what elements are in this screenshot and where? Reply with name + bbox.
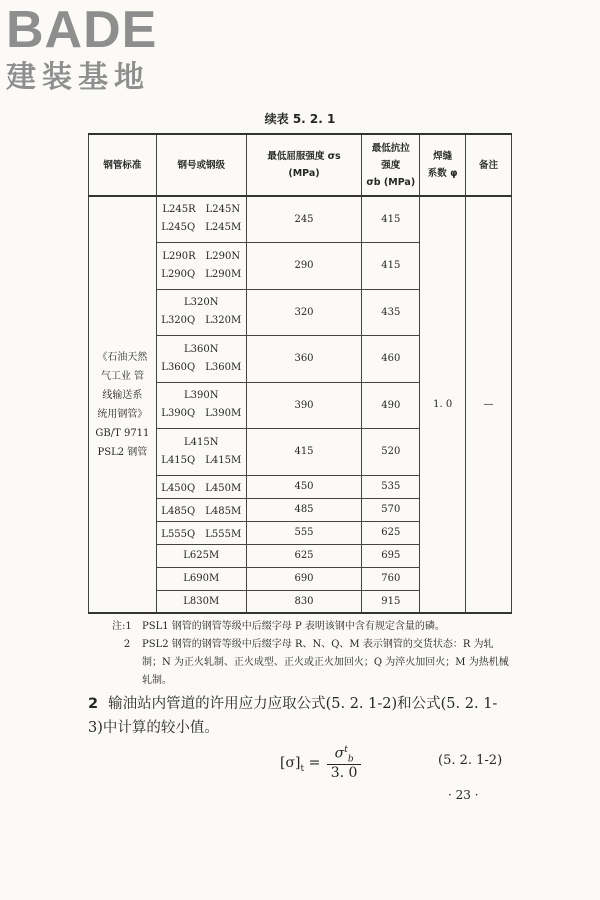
grade-line: L290R L290N [162,250,241,262]
tensile-cell: 535 [362,475,420,498]
weld-factor-cell: 1. 0 [420,196,466,613]
grade-line: L390N [184,390,219,401]
logo-brand: BADE [6,1,158,59]
header-tensile-line2: 强度 [381,159,401,171]
grade-cell [156,242,246,289]
yield-cell: 320 [246,289,362,335]
tensile-cell: 415 [362,196,420,242]
yield-cell: 290 [246,242,362,289]
standard-cell [89,196,157,613]
tensile-cell: 460 [362,335,420,382]
yield-cell: 485 [246,498,362,521]
standard-line: 气工业 管 [100,370,145,382]
note-text: PSL2 钢管的钢管等级中后缀字母 R、N、Q、M 表示钢管的交货状态：R 为轧制；N 为正火轧制、正火成型、正火或正火加回火；Q 为淬火加回火；M 为热机械轧制。 [142,639,509,686]
numerator-sup: t [344,745,348,755]
equation-number: (5. 2. 1-2) [438,753,503,768]
header-standard: 钢管标准 [89,134,157,196]
grade-cell: L555Q L555M [156,521,246,544]
grade-line: L290Q L290M [161,268,242,280]
tensile-cell: 520 [362,428,420,475]
tensile-cell: 435 [362,289,420,335]
grade-line: L320Q L320M [161,315,242,326]
grade-line: L360Q L360M [161,361,242,373]
standard-line: 统用钢管》 [97,408,148,420]
numerator-symbol: σ [334,745,345,762]
formula-fraction [327,745,362,781]
grade-cell [156,428,246,475]
page-number: · 23 · [448,788,479,802]
grade-cell: L625M [156,544,246,567]
yield-cell: 830 [246,590,362,613]
grade-line: L320N [184,297,219,308]
formula-numerator [327,745,362,765]
paragraph-text: 输油站内管道的许用应力应取公式(5. 2. 1-2)和公式(5. 2. 1-3)中计算的较小值。 [88,696,498,736]
header-tensile-line3: σb (MPa) [366,176,416,188]
yield-cell: 555 [246,521,362,544]
header-yield-line1: 最低屈服强度 σs [267,151,341,162]
standard-line: PSL2 钢管 [97,446,148,458]
standard-line: 线输送系 [102,389,143,401]
grade-cell [156,382,246,428]
header-remark: 备注 [466,134,512,196]
formula-equals: = [308,755,321,772]
table-notes [112,618,512,690]
grade-line: L390Q L390M [161,408,242,419]
tensile-cell: 915 [362,590,420,613]
body-paragraph [88,692,512,740]
note-item [112,618,512,636]
grade-cell: L450Q L450M [156,475,246,498]
yield-cell: 245 [246,196,362,242]
header-yield-line2: (MPa) [288,168,320,179]
grade-line: L360N [184,343,219,355]
note-item [112,636,512,690]
formula [280,745,361,781]
header-yield [246,134,362,196]
grade-cell [156,289,246,335]
yield-cell: 625 [246,544,362,567]
tensile-cell: 760 [362,567,420,590]
grade-cell [156,196,246,242]
formula-lhs: [σ] [280,755,301,772]
yield-cell: 415 [246,428,362,475]
standard-line: GB/T 9711 [95,427,150,439]
tensile-cell: 570 [362,498,420,521]
header-weld [420,134,466,196]
standard-line: 《石油天然 [97,351,148,363]
tensile-cell: 415 [362,242,420,289]
header-tensile [362,134,420,196]
yield-cell: 360 [246,335,362,382]
grade-line: L245R L245N [162,204,241,216]
table-caption: 续表 5. 2. 1 [264,112,336,126]
numerator-sub: b [347,754,354,765]
table-header-row [89,134,512,196]
logo-subtitle: 建装基地 [6,60,150,95]
yield-cell: 390 [246,382,362,428]
paragraph-number: 2 [88,696,99,712]
yield-cell: 690 [246,567,362,590]
note-number: 注:1 [112,621,132,632]
grade-line: L415Q L415M [161,454,242,466]
header-weld-line2: 系数 φ [427,168,458,179]
grade-cell: L690M [156,567,246,590]
grade-line: L245Q L245M [161,222,242,234]
header-grade: 钢号或钢级 [156,134,246,196]
tensile-cell: 625 [362,521,420,544]
note-number: 2 [123,639,131,650]
formula-denominator: 3. 0 [330,765,358,782]
tensile-cell: 490 [362,382,420,428]
grade-cell: L830M [156,590,246,613]
yield-cell: 450 [246,475,362,498]
grade-cell [156,335,246,382]
header-tensile-line1: 最低抗拉 [371,142,410,154]
grade-cell: L485Q L485M [156,498,246,521]
remark-cell: — [466,196,512,613]
tensile-cell: 695 [362,544,420,567]
note-text: PSL1 钢管的钢管等级中后缀字母 P 表明该钢中含有规定含量的磷。 [142,621,445,632]
header-weld-line1: 焊缝 [433,151,453,162]
grade-line: L415N [184,436,219,448]
formula-lhs-sub: t [300,764,305,775]
table-row [89,196,512,242]
logo [6,1,158,96]
steel-pipe-table [88,133,512,614]
